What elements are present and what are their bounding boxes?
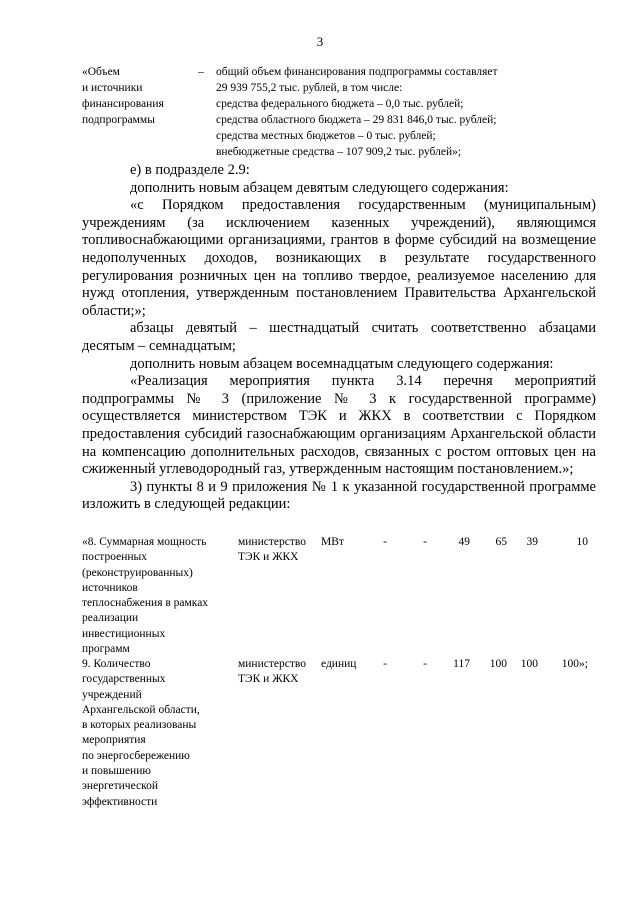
paragraph-quote-order: «с Порядком предоставления государственным (муниципальным) учреждениям (за исключением казенных учреждений), являющимся топливоснабжающими организациями, грантов в форме субсидий на возмещение недополученных доходов, возникающих в результате государственного регулирования розничных цен на топливо твердое, реализуемое населению для нужд отопления, утвержденным постановлением Правительства Архангельской области;»; [82, 197, 596, 319]
table-row [82, 535, 596, 657]
financing-body: общий объем финансирования подпрограммы составляет 29 939 755,2 тыс. рублей, в том числе: средства федерального бюджета – 0,0 тыс. рублей; средства областного бюджета – 29 831 846,0 тыс. рублей; средства местных бюджетов – 0 тыс. рублей; внебюджетные средства – 107 909,2 тыс. рублей»; [216, 66, 498, 158]
main-text [82, 162, 596, 514]
indicator-value: 117 [453, 658, 470, 670]
indicator-value: 65 [495, 536, 507, 548]
paragraph-appendix-points: 3) пункты 8 и 9 приложения № 1 к указанной государственной программе изложить в следующей редакции: [82, 478, 596, 513]
indicator-responsible: министерство ТЭК и ЖКХ [238, 658, 306, 686]
financing-block [82, 64, 602, 160]
paragraph-quote-implementation: «Реализация мероприятия пункта 3.14 перечня мероприятий подпрограммы № 3 (приложение № 3 к государственной программе) осуществляется министерством ТЭК и ЖКХ в соответствии с Порядком предоставления субсидий газоснабжающим организациям Архангельской области на компенсацию дополнительных расходов, связанных с ростом оптовых цен на сжиженный углеводородный газ, утвержденным настоящим постановлением.»; [82, 373, 596, 478]
indicator-value: - [383, 658, 387, 670]
indicator-value: - [423, 658, 427, 670]
financing-label: «Объем и источники финансирования подпрограммы [82, 66, 164, 126]
indicator-unit: МВт [321, 536, 344, 548]
indicators-table [82, 535, 596, 817]
indicator-value: - [423, 536, 427, 548]
indicator-value: 100»; [561, 658, 588, 670]
table-row [82, 657, 596, 817]
financing-dash: – [198, 66, 204, 78]
indicator-name: «8. Суммарная мощность построенных (реконструированных) источников теплоснабжения в рамках реализации инвестиционных программ [82, 536, 209, 656]
indicator-value: 10 [576, 536, 588, 548]
indicator-name: 9. Количество государственных учреждений Архангельской области, в которых реализованы мероприятия по энергосбережению и повышению энергетической эффективности [82, 658, 200, 808]
paragraph-add-ninth: дополнить новым абзацем девятым следующего содержания: [130, 179, 509, 196]
indicator-value: 49 [458, 536, 470, 548]
page-number: 3 [316, 34, 324, 49]
indicator-value: - [383, 536, 387, 548]
paragraph-add-eighteenth: дополнить новым абзацем восемнадцатым следующего содержания: [130, 355, 554, 372]
indicator-value: 100 [489, 658, 507, 670]
paragraph-subsection: е) в подразделе 2.9: [130, 162, 250, 178]
indicator-value: 100 [520, 658, 538, 670]
indicator-responsible: министерство ТЭК и ЖКХ [238, 536, 306, 564]
paragraph-renumber: абзацы девятый – шестнадцатый считать соответственно абзацами десятым – семнадцатым; [82, 320, 596, 354]
indicator-value: 39 [526, 536, 538, 548]
indicator-unit: единиц [321, 658, 357, 670]
